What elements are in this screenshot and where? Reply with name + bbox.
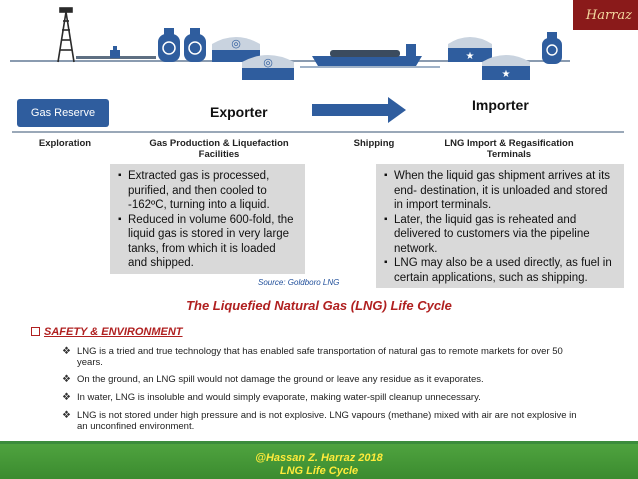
step-exploration: Exploration [38, 138, 92, 149]
safety-bullet-text: On the ground, an LNG spill would not damage the ground or leave any residue as it evaporates. [77, 374, 484, 385]
exporter-info-item: ▪ Reduced in volume 600-fold, the liquid gas is stored in very large tanks, from which it is loaded and shipped. [118, 213, 297, 271]
importer-info-item: ▪ Later, the liquid gas is reheated and delivered to customers via the pipeline network. [384, 213, 616, 257]
checkbox-icon [31, 327, 40, 336]
storage-tank-icon [448, 37, 492, 62]
gas-reserve-badge: Gas Reserve [17, 99, 109, 127]
safety-bullet-text: LNG is not stored under high pressure and is not explosive. LNG vapours (methane) mixed with air are not explosive in an unconfined environment. [77, 410, 577, 432]
harraz-logo: Harraz [573, 0, 638, 30]
step-import-line2: Terminals [486, 149, 532, 160]
oil-derrick-icon [58, 8, 74, 62]
lng-carrier-ship-icon [300, 44, 440, 68]
safety-heading: SAFETY & ENVIRONMENT [44, 326, 183, 338]
importer-info-box [376, 164, 624, 288]
svg-text:◎: ◎ [263, 57, 273, 69]
stage-divider [12, 131, 624, 133]
step-production [134, 138, 304, 160]
svg-text:◎: ◎ [231, 38, 241, 50]
footer-bar [0, 444, 638, 479]
lng-chain-illustration [0, 0, 638, 95]
diamond-bullet-icon: ❖ [62, 374, 71, 385]
source-note: Source: Goldboro LNG [258, 278, 340, 287]
footer-author: @Hassan Z. Harraz 2018 [255, 452, 383, 464]
exporter-label: Exporter [210, 104, 268, 120]
shipping-arrow-icon [312, 97, 408, 123]
importer-info-item: ▪ LNG may also be a used directly, as fuel in certain applications, such as shipping. [384, 256, 616, 285]
storage-tank-icon [482, 55, 530, 80]
storage-tank-icon [242, 55, 294, 80]
svg-text:★: ★ [465, 51, 475, 62]
page-title: The Liquefied Natural Gas (LNG) Life Cycle [186, 298, 452, 313]
step-import [427, 138, 591, 160]
importer-label: Importer [472, 97, 529, 113]
regasification-tank-icon [542, 32, 562, 64]
safety-bullet-text: LNG is a tried and true technology that has enabled safe transportation of natural gas to remote markets for over 50 years. [77, 346, 563, 368]
processing-tank-icon [158, 28, 180, 62]
safety-bullet [62, 411, 582, 432]
safety-bullet [62, 375, 582, 386]
valve-icon [110, 46, 120, 58]
diamond-bullet-icon: ❖ [62, 346, 71, 357]
processing-tank-icon [184, 28, 206, 62]
step-production-line1: Gas Production & Liquefaction [149, 138, 289, 149]
exporter-info-box [110, 164, 305, 274]
step-shipping: Shipping [353, 138, 395, 149]
exporter-info-item: ▪ Extracted gas is processed, purified, and then cooled to -162ºC, turning into a liquid. [118, 169, 297, 213]
safety-bullet-text: In water, LNG is insoluble and would simply evaporate, making water-spill cleanup unnecessary. [77, 392, 481, 403]
step-production-line2: Facilities [198, 149, 240, 160]
svg-text:★: ★ [501, 69, 511, 80]
safety-bullet [62, 393, 582, 404]
step-import-line1: LNG Import & Regasification [444, 138, 574, 149]
importer-info-item: ▪ When the liquid gas shipment arrives at its end- destination, it is unloaded and stored in import terminals. [384, 169, 616, 213]
footer-subtitle: LNG Life Cycle [279, 465, 359, 477]
safety-bullet [62, 347, 582, 368]
diamond-bullet-icon: ❖ [62, 410, 71, 421]
diamond-bullet-icon: ❖ [62, 392, 71, 403]
